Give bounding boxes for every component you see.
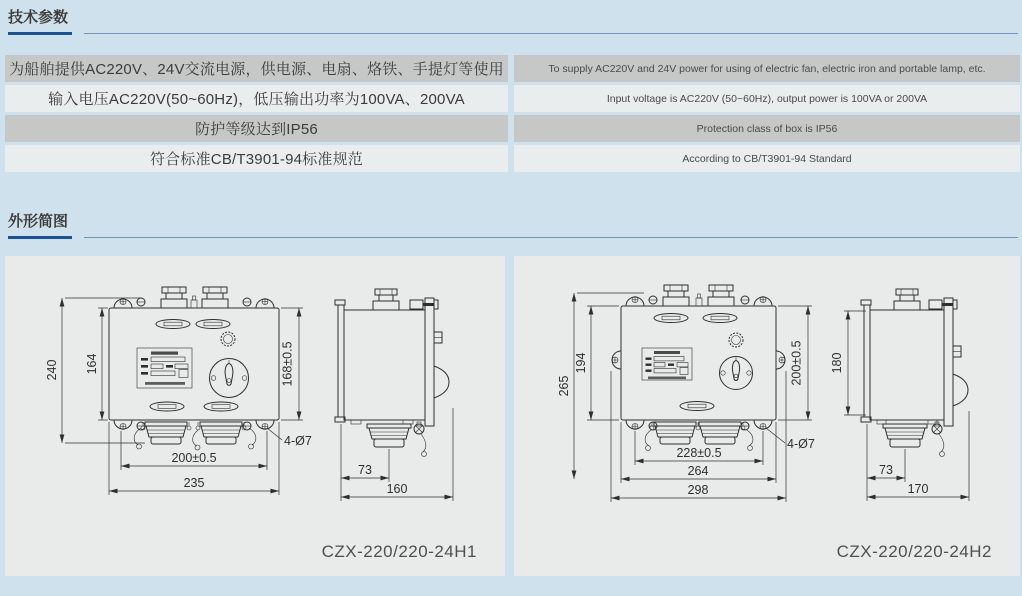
dim-depth: 170	[907, 482, 929, 496]
model-caption-h2: CZX-220/220-24H2	[836, 542, 992, 561]
model-caption-h1: CZX-220/220-24H1	[321, 542, 477, 561]
diagram-panel-h2	[514, 256, 1020, 576]
socket-connector	[141, 422, 191, 444]
door-handle	[953, 374, 968, 406]
param-row-cn-3: 防护等级达到IP56	[5, 115, 508, 142]
h1-side-view	[335, 289, 449, 457]
dim-overall-height: 265	[557, 375, 571, 397]
dim-side-offset: 73	[358, 463, 372, 477]
outline-header	[8, 210, 1018, 239]
label-plate	[156, 320, 230, 329]
param-row-en-2: Input voltage is AC220V (50~60Hz), output power is 100VA or 200VA	[514, 85, 1020, 112]
indicator-knurl	[729, 333, 743, 347]
socket-connector	[650, 422, 700, 444]
header-rule	[84, 237, 1018, 238]
dim-hole-span: 228±0.5	[676, 446, 722, 460]
socket-connector-side	[883, 424, 927, 447]
outline-title: 外形简图	[8, 210, 72, 239]
vent-valve	[414, 422, 424, 434]
param-row-en-3: Protection class of box is IP56	[514, 115, 1020, 142]
dim-box-width: 298	[687, 483, 709, 497]
param-row-cn-2: 输入电压AC220V(50~60Hz)，低压输出功率为100VA、200VA	[5, 85, 508, 112]
dim-panel-height: 168±0.5	[280, 341, 295, 387]
params-column-cn	[5, 55, 508, 175]
h1-dimensions	[45, 298, 453, 501]
h2-dimensions	[557, 293, 969, 502]
header-rule	[84, 33, 1018, 34]
dim-box-height: 164	[85, 353, 99, 375]
rotary-switch	[720, 357, 753, 390]
dim-hole-span: 200±0.5	[171, 451, 217, 465]
cable-gland	[202, 287, 228, 308]
cable-gland	[161, 287, 187, 308]
cable-gland	[708, 285, 734, 306]
nameplate	[137, 348, 192, 388]
params-column-en	[514, 55, 1020, 175]
h2-front-view	[612, 285, 785, 451]
dim-mounting-holes: 4-Ø7	[787, 437, 815, 451]
param-row-en-4: According to CB/T3901-94 Standard	[514, 145, 1020, 172]
dim-mid-width: 264	[687, 464, 709, 478]
param-row-cn-4: 符合标准CB/T3901-94标准规范	[5, 145, 508, 172]
dim-overall-height: 240	[45, 359, 59, 381]
tech-params-title: 技术参数	[8, 6, 72, 35]
indicator-knurl	[221, 332, 235, 346]
socket-connector	[699, 422, 745, 444]
param-row-cn-1: 为船舶提供AC220V、24V交流电源，供电源、电扇、烙铁、手提灯等使用	[5, 55, 508, 82]
dim-depth: 160	[386, 482, 408, 496]
dim-box-height: 194	[574, 352, 588, 374]
door-handle	[434, 366, 449, 398]
dim-side-height: 180	[830, 352, 844, 374]
rotary-switch	[210, 359, 249, 398]
dim-panel-height: 200±0.5	[789, 340, 804, 386]
diagram-panel-h1	[5, 256, 505, 576]
h1-drawing	[5, 256, 505, 576]
mounting-bracket	[929, 300, 957, 309]
h1-front-view	[109, 287, 279, 450]
cable-gland	[663, 285, 689, 306]
socket-connector	[196, 422, 246, 444]
h2-drawing	[514, 256, 1020, 576]
dim-mounting-holes: 4-Ø7	[284, 434, 312, 448]
dim-box-width: 235	[183, 476, 205, 490]
cable-gland	[894, 289, 920, 310]
h2-side-view	[861, 289, 968, 457]
param-row-en-1: To supply AC220V and 24V power for using of electric fan, electric iron and portable lamp, etc.	[514, 55, 1020, 82]
socket-connector-side	[367, 424, 411, 447]
nameplate	[642, 348, 692, 380]
mounting-bracket	[410, 300, 438, 309]
dim-side-offset: 73	[879, 463, 893, 477]
tech-params-header	[8, 6, 1018, 35]
cable-gland	[373, 289, 399, 310]
